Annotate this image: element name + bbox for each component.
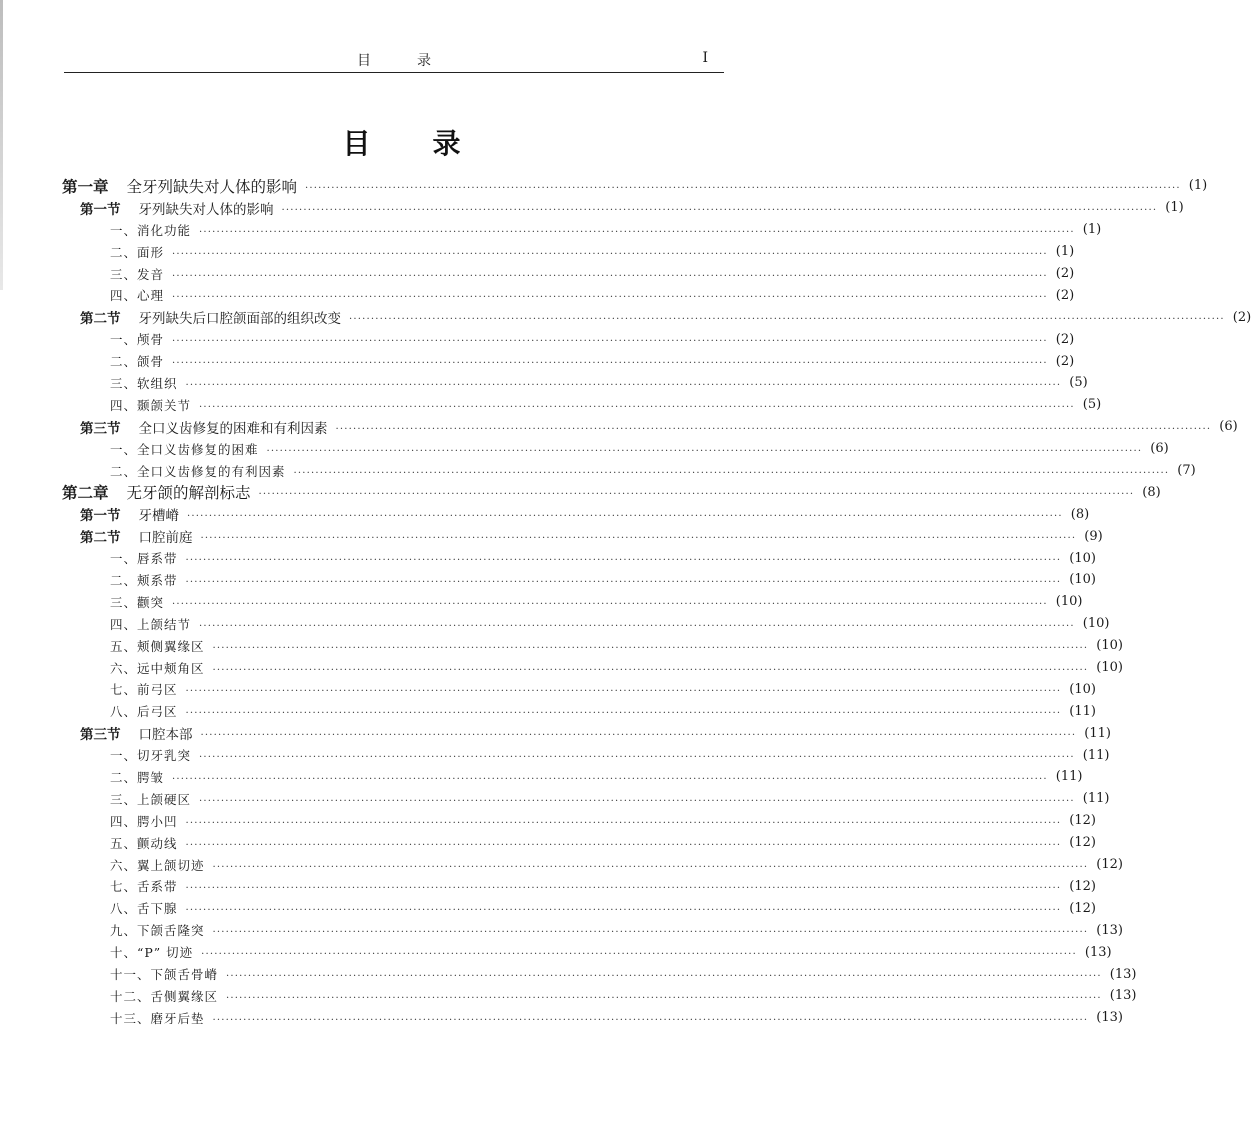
toc-page-number: 10 [1074, 572, 1091, 588]
toc-page-number: 10 [1101, 660, 1118, 676]
toc-page-number: 1 [1060, 244, 1070, 260]
toc-entry-label [62, 198, 274, 218]
toc-entry-title: 八、舌下腺 [110, 901, 178, 917]
toc-page-number: 10 [1074, 550, 1091, 566]
toc-item [62, 854, 1123, 876]
toc-entry-title: 三、上颌硬区 [110, 791, 192, 807]
toc-page-number: 10 [1060, 594, 1078, 610]
toc-item [62, 372, 1088, 394]
leader-dots: ........................................................................................................................................................................................................ [266, 442, 1143, 454]
toc-page-ref: ( 13 ) [1096, 1010, 1123, 1026]
toc-page-ref: ( 5 ) [1069, 375, 1088, 391]
toc-entry-label [62, 921, 205, 939]
toc-entry-label [62, 571, 178, 589]
toc-page-ref: ( 2 ) [1055, 287, 1075, 303]
leader-dots: ........................................................................................................................................................................................................ [172, 770, 1048, 782]
toc-entry-title: 全牙列缺失对人体的影响 [126, 177, 298, 196]
toc-item [62, 328, 1075, 350]
toc-entry-title: 十三、磨牙后垫 [110, 1010, 205, 1026]
toc-entry-title: 口腔本部 [138, 727, 193, 744]
toc-entry-label [62, 768, 164, 786]
leader-dots: ........................................................................................................................................................................................................ [172, 595, 1048, 607]
toc-page-ref: ( 1 ) [1165, 200, 1184, 216]
toc-entry-title: 二、颊系带 [110, 572, 178, 588]
toc-section [62, 197, 1184, 219]
leader-dots: ........................................................................................................................................................................................................ [172, 267, 1048, 279]
toc-page-number: 13 [1090, 944, 1107, 960]
leader-dots: ........................................................................................................................................................................................................ [185, 836, 1062, 848]
toc-entry-label [62, 221, 191, 239]
toc-entry-number: 第二节 [80, 311, 121, 328]
toc-entry-label [62, 790, 191, 808]
leader-dots: ........................................................................................................................................................................................................ [258, 486, 1135, 498]
toc-entry-label [62, 834, 178, 852]
toc-entry-label [62, 286, 164, 304]
toc-page-ref: ( 12 ) [1069, 878, 1096, 894]
toc-page-number: 6 [1224, 419, 1233, 435]
toc-page-number: 11 [1087, 791, 1105, 807]
toc-chapter [62, 175, 1208, 197]
leader-dots: ........................................................................................................................................................................................................ [226, 989, 1102, 1001]
toc-entry-label [62, 965, 218, 983]
toc-item [62, 766, 1083, 788]
toc-page-number: 2 [1237, 309, 1247, 325]
toc-entry-label [62, 1009, 205, 1027]
toc-page-number: 13 [1101, 922, 1118, 938]
leader-dots: ........................................................................................................................................................................................................ [185, 814, 1062, 826]
toc-entry-label [62, 440, 259, 458]
toc-page-number: 7 [1182, 463, 1191, 479]
toc-page-ref: ( 9 ) [1084, 528, 1103, 544]
leader-dots: ........................................................................................................................................................................................................ [349, 311, 1225, 323]
toc-entry-label [62, 396, 191, 414]
toc-page-ref: ( 10 ) [1069, 550, 1096, 566]
toc-entry-label [62, 526, 193, 546]
toc-entry-number: 第三节 [80, 420, 121, 437]
toc-page-ref: ( 2 ) [1055, 266, 1075, 281]
toc-section [62, 525, 1103, 547]
toc-page-number: 10 [1087, 616, 1105, 632]
running-title: 目录 [357, 53, 477, 69]
toc-page-number: 1 [1087, 222, 1097, 238]
leader-dots: ........................................................................................................................................................................................................ [199, 398, 1075, 410]
toc-entry-title: 六、翼上颌切迹 [110, 857, 205, 873]
toc-entry-title: 牙列缺失后口腔颌面部的组织改变 [138, 311, 341, 328]
toc-page-ref: ( 12 ) [1069, 900, 1096, 916]
toc-page-number: 2 [1060, 331, 1070, 347]
toc-page-number: 10 [1101, 638, 1118, 654]
toc-entry-label [62, 593, 164, 611]
leader-dots: ........................................................................................................................................................................................................ [185, 705, 1062, 717]
toc-item [62, 985, 1137, 1007]
toc-page-number: 13 [1101, 1010, 1118, 1026]
leader-dots: ........................................................................................................................................................................................................ [199, 792, 1075, 804]
toc-entry-label [62, 943, 193, 961]
toc-entry-title: 一、颅骨 [110, 332, 165, 348]
toc-page-number: 13 [1114, 966, 1132, 982]
toc-page-number: 12 [1074, 813, 1091, 829]
toc-entry-label [62, 987, 218, 1005]
leader-dots: ........................................................................................................................................................................................................ [212, 1011, 1089, 1023]
toc-entry-label [62, 374, 178, 392]
toc-entry-title: 四、颞颌关节 [110, 397, 192, 413]
toc-entry-label [62, 899, 178, 917]
toc-entry-title: 四、腭小凹 [110, 813, 178, 829]
toc-entry-label [62, 243, 164, 261]
toc-item [62, 788, 1110, 810]
toc-page-number: 2 [1060, 353, 1070, 369]
toc-entry-title: 十一、下颌舌骨嵴 [110, 967, 219, 982]
toc-entry-label [62, 723, 193, 743]
toc-page-ref: ( 10 ) [1069, 681, 1096, 697]
toc-page-number: 5 [1087, 397, 1097, 413]
toc-entry-title: 口腔前庭 [138, 530, 193, 547]
toc-entry-label [62, 175, 297, 197]
leader-dots: ........................................................................................................................................................................................................ [185, 573, 1062, 585]
toc-item [62, 263, 1075, 285]
toc-item [62, 678, 1096, 700]
toc-item [62, 284, 1075, 306]
toc-entry-title: 九、下颌舌隆突 [110, 923, 205, 939]
leader-dots: ........................................................................................................................................................................................................ [172, 245, 1048, 257]
toc-section [62, 503, 1090, 525]
toc-entry-title: 七、舌系带 [110, 879, 178, 895]
toc-item [62, 832, 1096, 854]
toc-entry-title: 一、消化功能 [110, 222, 192, 238]
toc-entry-label [62, 659, 205, 677]
toc-item [62, 963, 1137, 985]
toc-page-number: 11 [1087, 747, 1105, 763]
toc-section [62, 416, 1238, 438]
toc-entry-number: 第三节 [80, 727, 121, 744]
toc-entry-title: 五、颤动线 [110, 835, 178, 851]
toc-entry-title: 十二、舌侧翼缘区 [110, 988, 219, 1004]
toc-entry-title: 七、前弓区 [110, 682, 178, 698]
page-number: I [702, 50, 708, 66]
toc-item [62, 744, 1110, 766]
toc-item [62, 219, 1102, 241]
leader-dots: ........................................................................................................................................................................................................ [185, 683, 1062, 695]
toc-page-ref: ( 10 ) [1096, 660, 1123, 676]
toc-page-ref: ( 8 ) [1070, 506, 1090, 522]
page-title: 目录 [342, 127, 523, 160]
toc-entry-title: 十、“P” 切迹 [110, 945, 194, 961]
toc-item [62, 919, 1123, 941]
leader-dots: ........................................................................................................................................................................................................ [212, 661, 1089, 673]
toc-page-ref: ( 12 ) [1069, 835, 1096, 851]
toc-page-number: 8 [1075, 506, 1085, 522]
toc-page-number: 1 [1170, 200, 1179, 216]
toc-section [62, 722, 1111, 744]
toc-item [62, 460, 1196, 482]
toc-entry-label [62, 481, 251, 503]
toc-entry-label [62, 615, 191, 633]
leader-dots: ........................................................................................................................................................................................................ [185, 902, 1062, 914]
toc-page-ref: ( 13 ) [1084, 944, 1112, 960]
toc-page-ref: ( 2 ) [1055, 331, 1075, 347]
toc-entry-title: 二、面形 [110, 244, 165, 260]
toc-page-ref: ( 13 ) [1109, 966, 1137, 982]
toc-entry-label [62, 877, 178, 895]
leader-dots: ........................................................................................................................................................................................................ [200, 530, 1077, 542]
toc-page-number: 10 [1074, 681, 1091, 697]
toc-entry-number: 第一章 [62, 177, 109, 196]
leader-dots: ........................................................................................................................................................................................................ [199, 749, 1075, 761]
toc-entry-title: 一、唇系带 [110, 551, 178, 567]
toc-item [62, 591, 1083, 613]
toc-entry-title: 牙槽嵴 [138, 508, 179, 525]
leader-dots: ........................................................................................................................................................................................................ [200, 727, 1077, 739]
toc-item [62, 657, 1123, 679]
toc-entry-title: 二、腭皱 [110, 769, 165, 785]
leader-dots: ........................................................................................................................................................................................................ [172, 289, 1048, 301]
leader-dots: ........................................................................................................................................................................................................ [172, 355, 1048, 367]
toc-item [62, 1007, 1123, 1029]
toc-page-ref: ( 13 ) [1096, 922, 1123, 938]
toc-entry-label [62, 504, 179, 524]
toc-entry-title: 三、软组织 [110, 375, 178, 391]
toc-entry-title: 三、颧突 [110, 594, 165, 610]
leader-dots: ........................................................................................................................................................................................................ [172, 333, 1048, 345]
toc-entry-title: 三、发音 [110, 266, 165, 282]
toc-entry-label [62, 637, 205, 655]
toc-entry-number: 第二节 [80, 530, 121, 547]
toc-page-ref: ( 10 ) [1055, 594, 1083, 610]
toc-page-ref: ( 6 ) [1219, 419, 1238, 435]
leader-dots: ........................................................................................................................................................................................................ [185, 376, 1062, 388]
toc-page-number: 11 [1074, 703, 1091, 719]
toc-entry-label [62, 812, 178, 830]
toc-entry-label [62, 352, 164, 370]
toc-page-ref: ( 1 ) [1055, 244, 1075, 260]
toc-page-number: 11 [1060, 769, 1078, 785]
toc-entry-number: 第二章 [62, 484, 109, 503]
toc-page-ref: ( 6 ) [1150, 441, 1169, 457]
toc-page-ref: ( 10 ) [1096, 638, 1123, 654]
toc-entry-title: 二、全口义齿修复的有利因素 [110, 463, 286, 479]
leader-dots: ........................................................................................................................................................................................................ [185, 880, 1062, 892]
toc-page-ref: ( 10 ) [1069, 572, 1096, 588]
toc-page-number: 12 [1074, 900, 1091, 916]
toc-item [62, 941, 1112, 963]
toc-entry-label [62, 702, 178, 720]
leader-dots: ........................................................................................................................................................................................................ [199, 617, 1075, 629]
toc-page-ref: ( 1 ) [1082, 222, 1102, 238]
toc-chapter [62, 481, 1161, 503]
toc-page-ref: ( 1 ) [1188, 178, 1208, 194]
toc-entry-title: 五、颊侧翼缘区 [110, 638, 205, 654]
leader-dots: ........................................................................................................................................................................................................ [305, 179, 1181, 191]
toc-entry-label [62, 265, 164, 283]
toc-entry-title: 牙列缺失对人体的影响 [138, 201, 274, 218]
toc-entry-title: 六、远中颊角区 [110, 660, 205, 676]
toc-item [62, 700, 1096, 722]
toc-page-number: 1 [1193, 178, 1203, 194]
toc-page-ref: ( 13 ) [1109, 988, 1137, 1004]
toc-item [62, 876, 1096, 898]
toc-page-ref: ( 11 ) [1069, 703, 1096, 719]
toc-page-number: 2 [1060, 266, 1070, 281]
toc-page-number: 12 [1074, 878, 1091, 894]
toc-item [62, 241, 1075, 263]
toc-page-ref: ( 12 ) [1096, 857, 1123, 873]
toc-page-number: 9 [1089, 528, 1098, 544]
toc-page-ref: ( 11 ) [1082, 747, 1110, 763]
toc-entry-label [62, 549, 178, 567]
toc-item [62, 810, 1096, 832]
leader-dots: ........................................................................................................................................................................................................ [199, 223, 1075, 235]
toc-page-number: 8 [1147, 484, 1156, 500]
toc-item [62, 394, 1102, 416]
toc-page-ref: ( 12 ) [1069, 813, 1096, 829]
toc-item [62, 350, 1075, 372]
toc-page-ref: ( 8 ) [1142, 484, 1161, 500]
toc-page-ref: ( 2 ) [1232, 309, 1251, 325]
leader-dots: ........................................................................................................................................................................................................ [201, 946, 1077, 958]
toc-entry-title: 全口义齿修复的困难和有利因素 [138, 420, 328, 437]
toc-page-number: 5 [1074, 375, 1083, 391]
toc-page-number: 13 [1114, 988, 1132, 1004]
toc-page-ref: ( 2 ) [1055, 353, 1075, 369]
leader-dots: ........................................................................................................................................................................................................ [185, 552, 1062, 564]
toc-entry-title: 八、后弓区 [110, 704, 178, 720]
toc-item [62, 613, 1110, 635]
toc-page-ref: ( 7 ) [1177, 463, 1196, 479]
toc-item [62, 547, 1096, 569]
toc-item [62, 897, 1096, 919]
toc-page-ref: ( 11 ) [1082, 791, 1110, 807]
leader-dots: ........................................................................................................................................................................................................ [226, 968, 1102, 979]
toc-entry-number: 第一节 [80, 508, 121, 525]
table-of-contents [62, 175, 1251, 1029]
toc-page-number: 2 [1060, 287, 1070, 303]
toc-page-ref: ( 5 ) [1082, 397, 1102, 413]
leader-dots: ........................................................................................................................................................................................................ [281, 201, 1158, 213]
toc-section [62, 306, 1251, 328]
toc-entry-title: 一、切牙乳突 [110, 748, 192, 764]
toc-page-number: 11 [1089, 725, 1106, 741]
toc-entry-label [62, 330, 164, 348]
leader-dots: ........................................................................................................................................................................................................ [187, 508, 1063, 520]
toc-page-number: 6 [1155, 441, 1164, 457]
toc-page-ref: ( 11 ) [1055, 769, 1083, 785]
toc-entry-label [62, 680, 178, 698]
toc-entry-title: 四、心理 [110, 288, 165, 304]
leader-dots: ........................................................................................................................................................................................................ [335, 420, 1212, 432]
leader-dots: ........................................................................................................................................................................................................ [212, 858, 1089, 870]
leader-dots: ........................................................................................................................................................................................................ [212, 924, 1089, 936]
toc-entry-title: 二、颌骨 [110, 354, 165, 370]
toc-item [62, 438, 1169, 460]
toc-page-ref: ( 11 ) [1084, 725, 1111, 741]
toc-page-ref: ( 10 ) [1082, 616, 1110, 632]
toc-entry-label [62, 417, 328, 437]
toc-page-number: 12 [1101, 857, 1118, 873]
leader-dots: ........................................................................................................................................................................................................ [212, 639, 1089, 651]
toc-entry-label [62, 856, 205, 874]
toc-item [62, 635, 1123, 657]
toc-entry-title: 无牙颌的解剖标志 [126, 484, 251, 503]
toc-page-number: 12 [1074, 835, 1091, 851]
toc-entry-label [62, 462, 286, 480]
running-header [64, 44, 724, 73]
leader-dots: ........................................................................................................................................................................................................ [293, 464, 1170, 476]
toc-item [62, 569, 1096, 591]
toc-entry-label [62, 307, 341, 327]
toc-entry-number: 第一节 [80, 201, 121, 218]
toc-entry-label [62, 746, 191, 764]
toc-entry-title: 四、上颌结节 [110, 616, 192, 632]
toc-entry-title: 一、全口义齿修复的困难 [110, 441, 259, 457]
